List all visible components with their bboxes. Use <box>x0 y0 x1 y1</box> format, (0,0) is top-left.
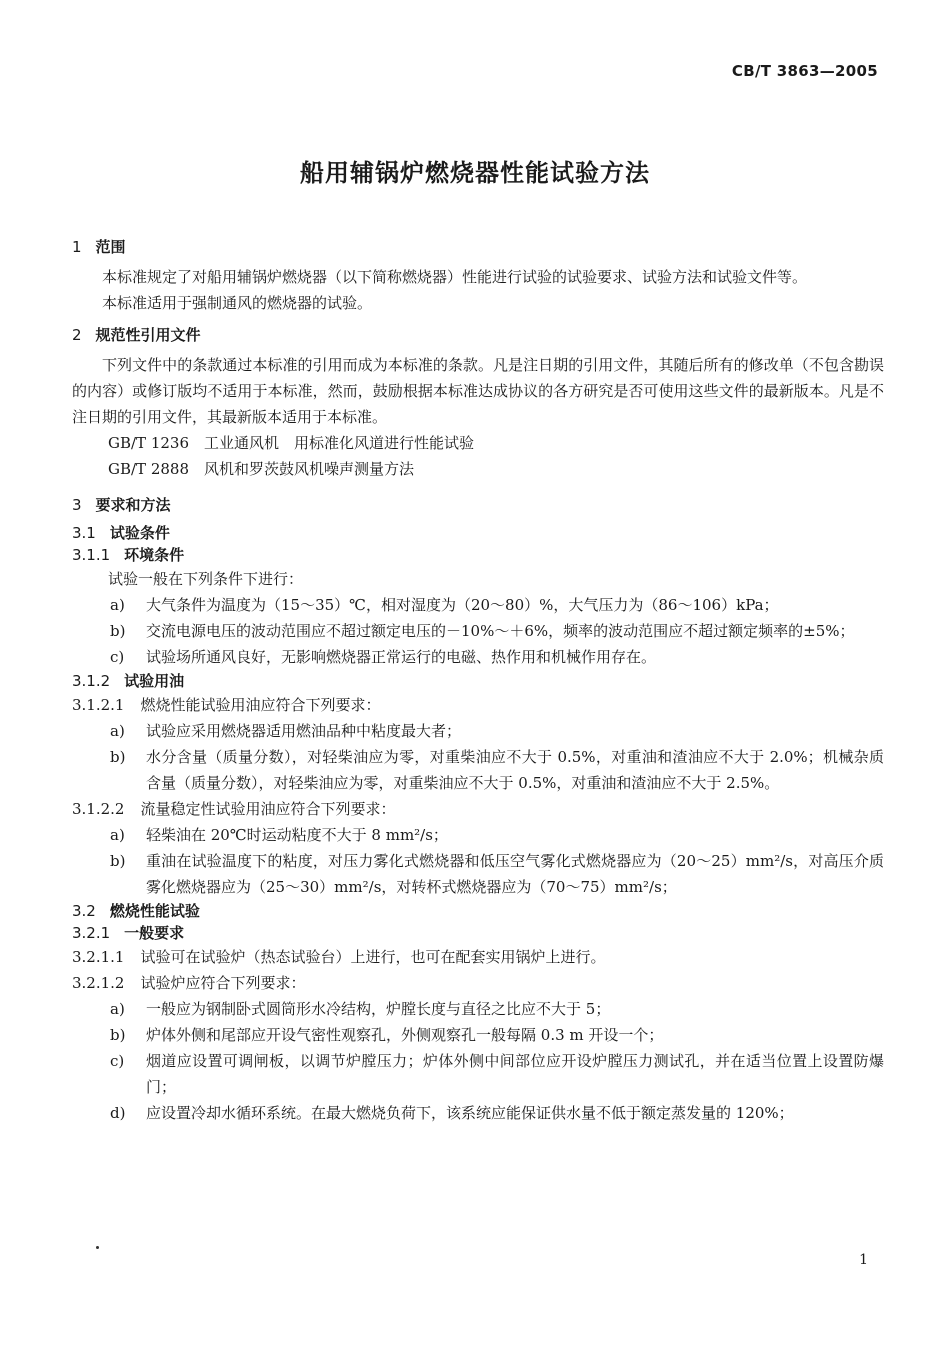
section-3-heading <box>72 492 884 518</box>
clause-text: 燃烧性能试验用油应符合下列要求： <box>140 696 381 714</box>
document-body <box>72 228 884 1126</box>
list-label: a) <box>110 1000 125 1018</box>
list-item <box>72 744 884 796</box>
clause-text: 试验可在试验炉（热态试验台）上进行，也可在配套实用锅炉上进行。 <box>140 948 606 966</box>
section-title: 试验用油 <box>124 672 185 690</box>
list-text: 重油在试验温度下的粘度，对压力雾化式燃烧器和低压空气雾化式燃烧器应为（20～25）mm²/s，对高压介质雾化燃烧器应为（25～30）mm²/s，对转杯式燃烧器应为（70～75）mm²/s； <box>146 852 884 896</box>
section-number: 3.2 <box>72 902 96 920</box>
list-item <box>72 996 884 1022</box>
section-title: 试验条件 <box>109 524 170 542</box>
subsection-heading <box>72 544 884 566</box>
list-label: c) <box>110 1052 125 1070</box>
section-number: 3.1 <box>72 524 96 542</box>
subsection-heading <box>72 900 884 922</box>
list-item <box>72 822 884 848</box>
paragraph: 试验一般在下列条件下进行： <box>108 570 304 588</box>
section-number: 2 <box>72 326 82 344</box>
list-item <box>72 1022 884 1048</box>
list-text: 应设置冷却水循环系统。在最大燃烧负荷下，该系统应能保证供水量不低于额定蒸发量的 120%； <box>146 1104 794 1122</box>
list-item <box>72 848 884 900</box>
list-text: 大气条件为温度为（15～35）℃，相对湿度为（20～80）%，大气压力为（86～106）kPa； <box>146 596 779 614</box>
list-text: 试验场所通风良好，无影响燃烧器正常运行的电磁、热作用和机械作用存在。 <box>146 648 657 666</box>
list-text: 一般应为钢制卧式圆筒形水冷结构，炉膛长度与直径之比应不大于 5； <box>146 1000 611 1018</box>
clause-number: 3.2.1.2 <box>72 974 125 992</box>
section-title: 规范性引用文件 <box>95 326 201 344</box>
clause-text: 流量稳定性试验用油应符合下列要求： <box>140 800 396 818</box>
list-text: 轻柴油在 20℃时运动粘度不大于 8 mm²/s； <box>146 826 448 844</box>
clause <box>72 944 884 970</box>
section-title: 燃烧性能试验 <box>109 902 200 920</box>
clause-number: 3.1.2.2 <box>72 800 125 818</box>
section-1-heading <box>72 234 884 260</box>
standard-code: CB/T 3863—2005 <box>731 62 878 80</box>
list-item <box>72 718 884 744</box>
clause-number: 3.1.2.1 <box>72 696 125 714</box>
list-label: b) <box>110 852 126 870</box>
section-number: 1 <box>72 238 82 256</box>
list-item <box>72 592 884 618</box>
list-text: 炉体外侧和尾部应开设气密性观察孔，外侧观察孔一般每隔 0.3 m 开设一个； <box>146 1026 664 1044</box>
subsection-heading <box>72 670 884 692</box>
list-text: 烟道应设置可调闸板，以调节炉膛压力；炉体外侧中间部位应开设炉膛压力测试孔，并在适当位置上设置防爆门； <box>146 1052 884 1096</box>
reference-item: GB/T 1236 工业通风机 用标准化风道进行性能试验 <box>108 434 475 452</box>
list-label: a) <box>110 722 125 740</box>
subsection-heading <box>72 522 884 544</box>
section-title: 一般要求 <box>124 924 185 942</box>
reference-item: GB/T 2888 风机和罗茨鼓风机噪声测量方法 <box>108 460 415 478</box>
list-text: 交流电源电压的波动范围应不超过额定电压的－10%～＋6%，频率的波动范围应不超过额定频率的±5%； <box>146 622 855 640</box>
list-text: 试验应采用燃烧器适用燃油品种中粘度最大者； <box>146 722 462 740</box>
section-number: 3.2.1 <box>72 924 111 942</box>
list-label: a) <box>110 596 125 614</box>
section-title: 环境条件 <box>124 546 185 564</box>
list-label: a) <box>110 826 125 844</box>
list-item <box>72 644 884 670</box>
list-item <box>72 1048 884 1100</box>
paragraph: 本标准规定了对船用辅锅炉燃烧器（以下简称燃烧器）性能进行试验的试验要求、试验方法和试验文件等。 <box>102 268 808 286</box>
list-item <box>72 1100 884 1126</box>
clause <box>72 796 884 822</box>
list-label: b) <box>110 748 126 766</box>
list-item <box>72 618 884 644</box>
document-title: 船用辅锅炉燃烧器性能试验方法 <box>300 159 650 187</box>
list-label: c) <box>110 648 125 666</box>
list-label: b) <box>110 622 126 640</box>
list-label: b) <box>110 1026 126 1044</box>
clause-number: 3.2.1.1 <box>72 948 125 966</box>
clause <box>72 692 884 718</box>
subsection-heading <box>72 922 884 944</box>
section-2-heading <box>72 322 884 348</box>
paragraph: 下列文件中的条款通过本标准的引用而成为本标准的条款。凡是注日期的引用文件，其随后所有的修改单（不包含勘误的内容）或修订版均不适用于本标准，然而，鼓励根据本标准达成协议的各方研究是否可使用这些文件的最新版本。凡是不注日期的引用文件，其最新版本适用于本标准。 <box>72 356 884 426</box>
section-number: 3.1.1 <box>72 546 111 564</box>
clause-text: 试验炉应符合下列要求： <box>140 974 306 992</box>
clause <box>72 970 884 996</box>
page-number: 1 <box>859 1252 868 1268</box>
section-number: 3.1.2 <box>72 672 111 690</box>
section-title: 要求和方法 <box>95 496 171 514</box>
list-label: d) <box>110 1104 126 1122</box>
scan-speck <box>96 1246 99 1249</box>
section-title: 范围 <box>95 238 126 256</box>
paragraph: 本标准适用于强制通风的燃烧器的试验。 <box>102 294 373 312</box>
list-text: 水分含量（质量分数），对轻柴油应为零，对重柴油应不大于 0.5%，对重油和渣油应不大于 2.0%；机械杂质含量（质量分数），对轻柴油应为零，对重柴油应不大于 0.5%，对重油和渣油应不大于 2.5%。 <box>146 748 884 792</box>
section-number: 3 <box>72 496 82 514</box>
